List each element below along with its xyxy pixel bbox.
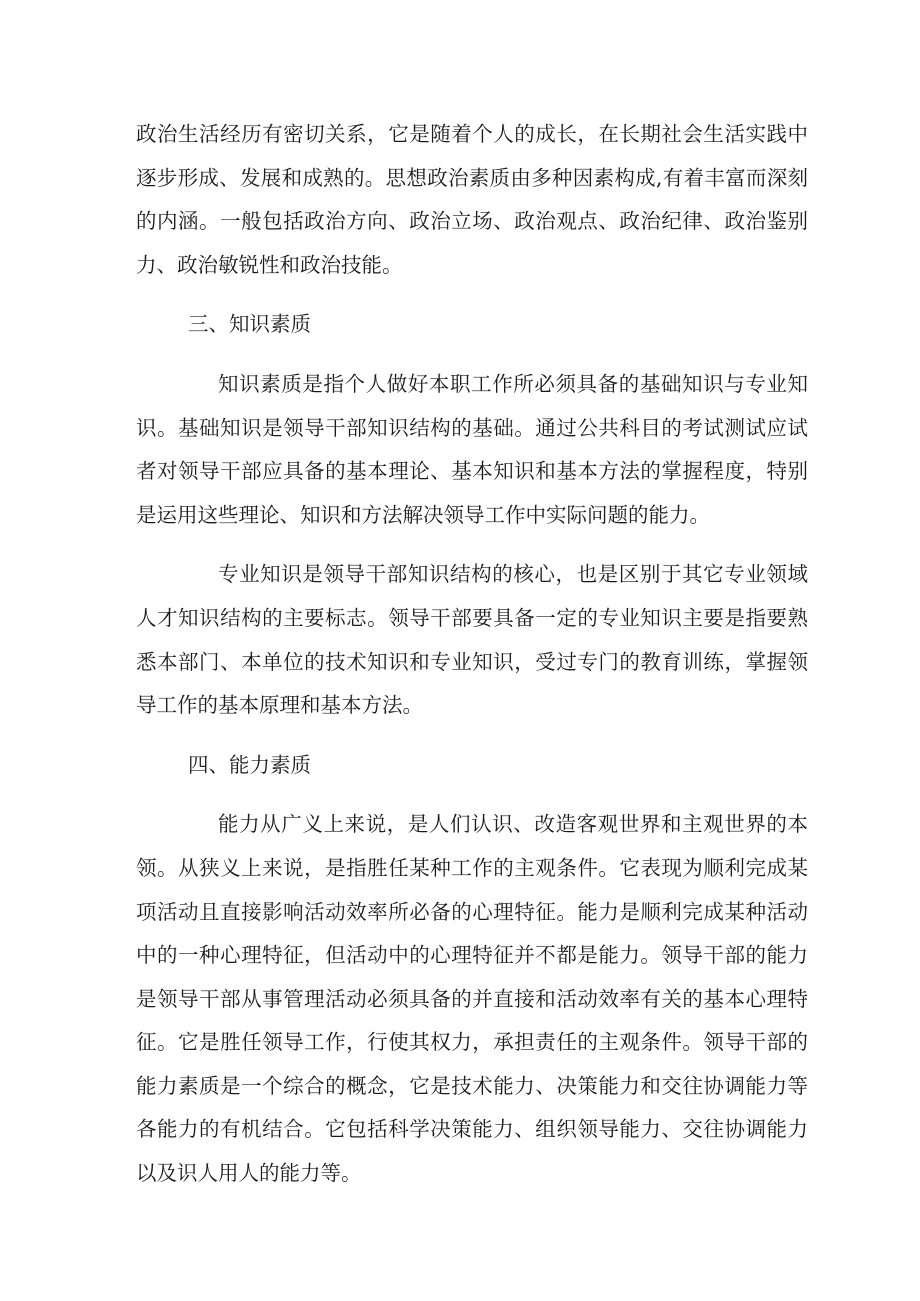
paragraph-ability: 能力从广义上来说，是人们认识、改造客观世界和主观世界的本领。从狭义上来说，是指胜任某种工作的主观条件。它表现为顺利完成某项活动且直接影响活动效率所必备的心理特征。能力是顺利完成某种活动中的一种心理特征，但活动中的心理特征并不都是能力。领导干部的能力是领导干部从事管理活动必须具备的并直接和活动效率有关的基本心理特征。它是胜任领导工作，行使其权力，承担责任的主观条件。领导干部的能力素质是一个综合的概念，它是技术能力、决策能力和交往协调能力等各能力的有机结合。它包括科学决策能力、组织领导能力、交往协调能力以及识人用人的能力等。 [136, 812, 808, 1186]
spacer [136, 787, 808, 803]
section-heading-ability: 四、能力素质 [188, 752, 311, 777]
spacer [136, 537, 808, 553]
paragraph-continuation: 政治生活经历有密切关系，它是随着个人的成长，在长期社会生活实践中逐步形成、发展和成熟的。思想政治素质由多种因素构成,有着丰富而深刻的内涵。一般包括政治方向、政治立场、政治观点、政治纪律、政治鉴别力、政治敏锐性和政治技能。 [136, 122, 808, 277]
paragraph-knowledge-basic: 知识素质是指个人做好本职工作所必须具备的基础知识与专业知识。基础知识是领导干部知识结构的基础。通过公共科目的考试测试应试者对领导干部应具备的基本理论、基本知识和基本方法的掌握程度，特别是运用这些理论、知识和方法解决领导工作中实际问题的能力。 [136, 371, 808, 527]
spacer [136, 347, 808, 363]
paragraph-knowledge-professional: 专业知识是领导干部知识结构的核心，也是区别于其它专业领域人才知识结构的主要标志。领导干部要具备一定的专业知识主要是指要熟悉本部门、本单位的技术知识和专业知识，受过专门的教育训练，掌握领导工作的基本原理和基本方法。 [136, 562, 808, 718]
spacer [136, 728, 808, 744]
document-body [136, 113, 808, 1196]
section-heading-knowledge: 三、知识素质 [188, 312, 311, 337]
spacer [136, 287, 808, 303]
